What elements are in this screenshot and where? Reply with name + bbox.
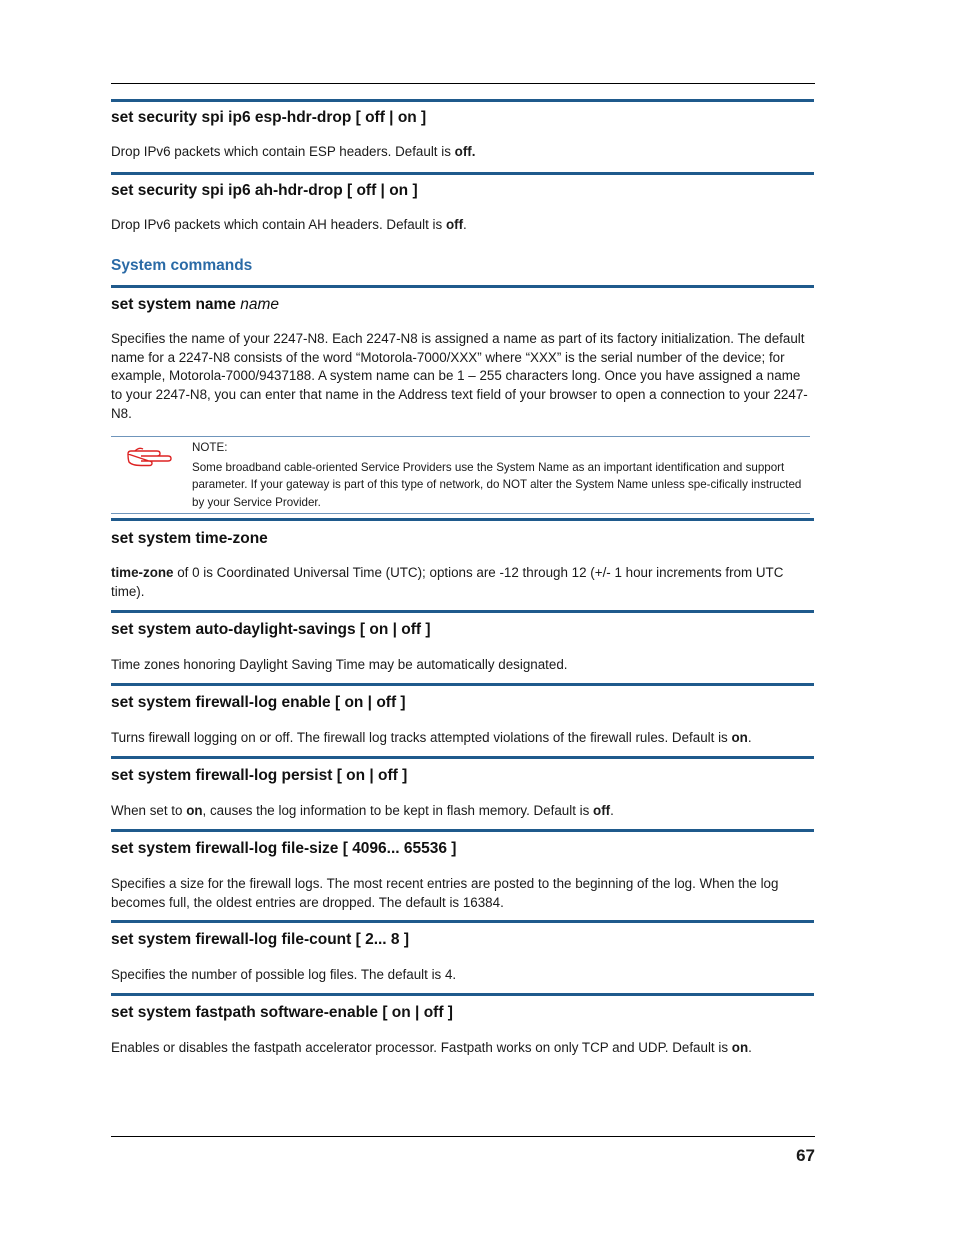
command-section-firewall-log-file-size (111, 829, 815, 912)
command-section-esp-hdr-drop (111, 99, 815, 162)
command-section-ah-hdr-drop (111, 172, 815, 235)
command-description: Specifies the number of possible log files. The default is 4. (111, 967, 457, 982)
command-description: Turns firewall logging on or off. The firewall log tracks attempted violations of the firewall rules. Default is on. (111, 730, 752, 745)
command-description: Drop IPv6 packets which contain ESP headers. Default is off. (111, 144, 476, 159)
command-section-firewall-log-persist (111, 756, 815, 821)
command-heading: set system time-zone (111, 530, 268, 547)
command-parameter: name (240, 296, 280, 313)
section-title: System commands (111, 257, 253, 274)
note-text-block (192, 439, 810, 511)
section-divider (111, 920, 814, 923)
command-section-auto-daylight-savings (111, 610, 815, 675)
section-divider (111, 99, 814, 102)
command-description: Enables or disables the fastpath accelerator processor. Fastpath works on only TCP and UDP. Default is on. (111, 1040, 752, 1055)
command-heading: set system firewall-log persist [ on | off ] (111, 767, 408, 784)
section-divider (111, 285, 814, 288)
header-rule (111, 83, 815, 84)
note-label: NOTE: (192, 441, 228, 454)
command-section-firewall-log-file-count (111, 920, 815, 985)
command-section-time-zone (111, 518, 815, 601)
command-description: When set to on, causes the log information to be kept in flash memory. Default is off. (111, 803, 614, 818)
command-description: Drop IPv6 packets which contain AH headers. Default is off. (111, 217, 467, 232)
section-divider (111, 993, 814, 996)
command-description: Specifies the name of your 2247-N8. Each 2247-N8 is assigned a name as part of its factory initialization. The default name for a 2247-N8 consists of the word “Motorola-7000/XXX” where “XXX” is the serial number of the device; for example, Motorola-7000/9437188. A system name can be 1 – 255 characters long. Once you have assigned a name to your 2247-N8, you can enter that name in the Address text field of your browser to open a connection to your 2247-N8. (111, 331, 808, 421)
command-description: Specifies a size for the firewall logs. The most recent entries are posted to the beginning of the log. When the log becomes full, the oldest entries are dropped. The default is 16384. (111, 876, 779, 910)
command-heading: set system firewall-log file-count [ 2... 8 ] (111, 931, 410, 948)
command-heading: set system name name (111, 296, 280, 313)
command-heading: set security spi ip6 esp-hdr-drop [ off | on ] (111, 109, 427, 126)
footer-rule (111, 1136, 815, 1137)
section-divider (111, 683, 814, 686)
command-description: Time zones honoring Daylight Saving Time may be automatically designated. (111, 657, 568, 672)
command-heading: set system auto-daylight-savings [ on | off ] (111, 621, 431, 638)
note-box (111, 436, 810, 514)
command-heading: set system fastpath software-enable [ on | off ] (111, 1004, 453, 1021)
command-heading: set system firewall-log enable [ on | off ] (111, 694, 406, 711)
command-heading: set system firewall-log file-size [ 4096... 65536 ] (111, 840, 457, 857)
command-description: time-zone of 0 is Coordinated Universal Time (UTC); options are -12 through 12 (+/- 1 hour increments from UTC time). (111, 565, 784, 599)
pointing-hand-icon (127, 447, 173, 469)
system-commands-section (111, 257, 815, 275)
section-divider (111, 829, 814, 832)
note-body: Some broadband cable-oriented Service Providers use the System Name as an important identification and support parameter. If your gateway is part of this type of network, do NOT alter the System Name unless spe-cifically instructed by your Service Provider. (192, 460, 802, 509)
section-divider (111, 610, 814, 613)
section-divider (111, 756, 814, 759)
command-heading: set security spi ip6 ah-hdr-drop [ off | on ] (111, 182, 418, 199)
command-section-fastpath-software-enable (111, 993, 815, 1058)
section-divider (111, 518, 814, 521)
command-section-system-name (111, 285, 815, 424)
section-divider (111, 172, 814, 175)
command-section-firewall-log-enable (111, 683, 815, 748)
page-number: 67 (796, 1146, 815, 1165)
